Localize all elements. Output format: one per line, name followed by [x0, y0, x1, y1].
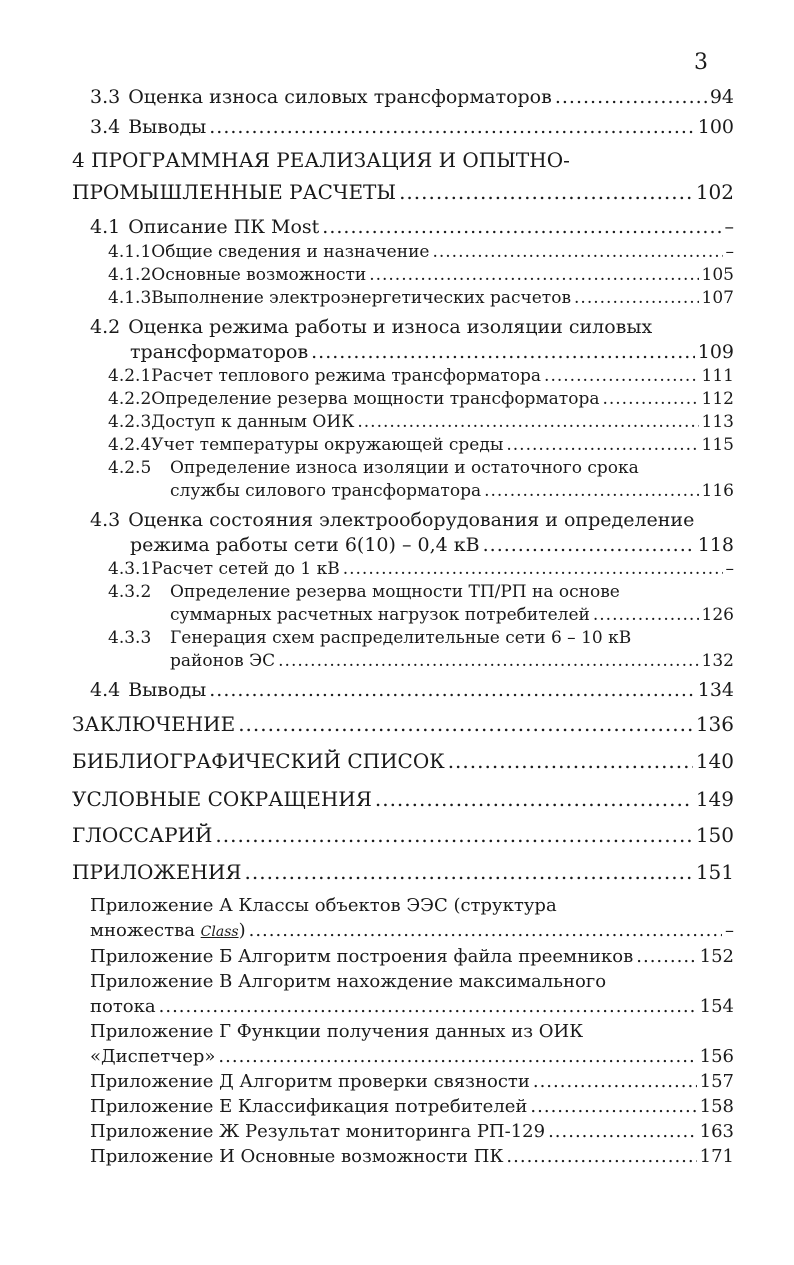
toc-entry-4-2-1 [108, 366, 734, 386]
toc-number: 4.2.1 [108, 366, 152, 386]
toc-entry-appendix-d [90, 1071, 734, 1092]
toc-number: 4.1.3 [108, 288, 152, 308]
toc-leader [432, 242, 722, 262]
toc-page: 105 [701, 265, 734, 285]
toc-number: 4.2.3 [108, 412, 152, 432]
toc-title: трансформаторов [130, 341, 309, 363]
toc-number: 4.2.2 [108, 389, 152, 409]
toc-leader [602, 389, 698, 409]
toc-entry-4-3-line1 [90, 509, 694, 531]
toc-title: Определение износа изоляции и остаточного срока [170, 458, 639, 478]
toc-leader [343, 559, 723, 579]
toc-entry-appendix-e [90, 1096, 734, 1117]
toc-entry-4-2-2 [108, 389, 734, 409]
toc-title: Описание ПК Most [128, 216, 320, 238]
toc-number: 4.1.2 [108, 265, 152, 285]
toc-page: 150 [695, 823, 734, 847]
toc-entry-3-3 [90, 86, 734, 108]
toc-leader [483, 534, 695, 556]
toc-leader [249, 920, 722, 941]
toc-entry-appendix-g [90, 1046, 734, 1067]
toc-leader [484, 481, 698, 501]
toc-leader [399, 180, 693, 204]
toc-leader [245, 860, 693, 884]
toc-entry-4-3 [130, 534, 734, 556]
toc-entry-4-2-4 [108, 435, 734, 455]
toc-entry-4-4 [90, 679, 734, 701]
toc-appendix-g-line1: Приложение Г Функции получения данных из ОИК [90, 1021, 584, 1042]
toc-title: ПРИЛОЖЕНИЯ [72, 860, 242, 884]
toc-entry-4-3-1 [108, 559, 734, 579]
toc-entry-4-3-3 [170, 651, 734, 671]
toc-leader [375, 787, 693, 811]
toc-title: БИБЛИОГРАФИЧЕСКИЙ СПИСОК [72, 749, 445, 773]
toc-page: 152 [699, 946, 734, 967]
toc-number: 4.3.1 [108, 559, 152, 579]
toc-entry-conclusion [72, 712, 734, 736]
toc-page: 136 [695, 712, 734, 736]
toc-title: Определение резерва мощности ТП/РП на основе [170, 582, 620, 602]
toc-entry-appendix-a [90, 920, 734, 941]
toc-number: 4.3.3 [108, 628, 152, 648]
toc-leader [593, 605, 699, 625]
toc-leader [357, 412, 698, 432]
toc-number: 4.3.2 [108, 582, 152, 602]
toc-entry-4-1 [90, 216, 734, 238]
toc-number: 4.1 [90, 216, 121, 238]
toc-number: 3.4 [90, 116, 121, 138]
toc-title: Основные возможности [151, 265, 367, 285]
toc-title: режима работы сети 6(10) – 0,4 кВ [130, 534, 480, 556]
toc-title: ПРОМЫШЛЕННЫЕ РАСЧЕТЫ [72, 180, 397, 204]
toc-title: Выполнение электроэнергетических расчетов [151, 288, 572, 308]
toc-page: 163 [699, 1121, 734, 1142]
toc-leader [369, 265, 698, 285]
toc-page: 109 [697, 341, 734, 363]
toc-appendix-a-line1: Приложение А Классы объектов ЭЭС (структура [90, 895, 557, 916]
toc-page: 102 [695, 180, 734, 204]
toc-title: Расчет сетей до 1 кВ [151, 559, 340, 579]
toc-title: Выводы [128, 116, 207, 138]
toc-page: 107 [701, 288, 734, 308]
toc-leader [555, 86, 707, 108]
toc-leader [238, 712, 693, 736]
toc-leader [448, 749, 693, 773]
toc-leader [544, 366, 699, 386]
toc-entry-3-4 [90, 116, 734, 138]
toc-page: 112 [701, 389, 734, 409]
toc-title: Общие сведения и назначение [151, 242, 430, 262]
toc-entry-4-2-3 [108, 412, 734, 432]
toc-page: 126 [701, 605, 734, 625]
toc-page: 158 [699, 1096, 734, 1117]
toc-page: – [725, 242, 734, 262]
toc-title: ЗАКЛЮЧЕНИЕ [72, 712, 236, 736]
toc-number: 4.1.1 [108, 242, 152, 262]
toc-entry-appendix-zh [90, 1121, 734, 1142]
toc-page: 140 [695, 749, 734, 773]
toc-title-text: ) [238, 920, 246, 941]
toc-title: Приложение Е Классификация потребителей [90, 1096, 528, 1117]
toc-entry-4-1-2 [108, 265, 734, 285]
toc-page: 134 [697, 679, 734, 701]
toc-title-text: множества [90, 920, 201, 941]
toc-entry-4-1-1 [108, 242, 734, 262]
toc-title: суммарных расчетных нагрузок потребителей [170, 605, 590, 625]
toc-page: 171 [699, 1146, 734, 1167]
toc-entry-glossary [72, 823, 734, 847]
toc-title: Доступ к данным ОИК [151, 412, 355, 432]
toc-number: 4.4 [90, 679, 121, 701]
toc-leader [218, 1046, 696, 1067]
toc-chapter-4-title-line1: 4 ПРОГРАММНАЯ РЕАЛИЗАЦИЯ И ОПЫТНО- [72, 148, 570, 172]
toc-title: Оценка износа силовых трансформаторов [128, 86, 552, 108]
toc-entry-appendix-v [90, 996, 734, 1017]
toc-entry-abbreviations [72, 787, 734, 811]
toc-title: Оценка состояния электрооборудования и определение [128, 509, 695, 531]
toc-page: 116 [701, 481, 734, 501]
toc-title: Приложение Б Алгоритм построения файла преемников [90, 946, 634, 967]
toc-title: службы силового трансформатора [170, 481, 482, 501]
toc-page: – [725, 920, 734, 941]
toc-page: 151 [695, 860, 734, 884]
toc-page: 94 [709, 86, 734, 108]
toc-entry-4-3-2 [170, 605, 734, 625]
toc-title: Определение резерва мощности трансформатора [151, 389, 600, 409]
toc-leader [574, 288, 699, 308]
toc-title: Приложение Ж Результат мониторинга РП-129 [90, 1121, 546, 1142]
toc-title [90, 920, 246, 941]
toc-title: ГЛОССАРИЙ [72, 823, 213, 847]
toc-title: районов ЭС [170, 651, 276, 671]
class-word: Class [200, 924, 239, 940]
toc-title: потока [90, 996, 156, 1017]
toc-leader [322, 216, 721, 238]
toc-leader [533, 1071, 697, 1092]
toc-leader [506, 435, 698, 455]
toc-page: – [725, 559, 734, 579]
toc-page: 132 [701, 651, 734, 671]
toc-leader [311, 341, 695, 363]
toc-title: Оценка режима работы и износа изоляции силовых [128, 316, 653, 338]
toc-title: УСЛОВНЫЕ СОКРАЩЕНИЯ [72, 787, 372, 811]
toc-title: Приложение И Основные возможности ПК [90, 1146, 504, 1167]
page-number: 3 [694, 50, 708, 75]
toc-entry-chapter-4 [72, 180, 734, 204]
toc-entry-4-3-2-line1 [108, 582, 620, 602]
toc-entry-appendices [72, 860, 734, 884]
toc-leader [636, 946, 696, 967]
toc-leader [209, 679, 694, 701]
toc-number: 3.3 [90, 86, 121, 108]
toc-entry-4-2-5 [170, 481, 734, 501]
toc-title: Выводы [128, 679, 207, 701]
toc-leader [548, 1121, 697, 1142]
toc-entry-4-2-5-line1 [108, 458, 639, 478]
toc-entry-4-2-line1 [90, 316, 652, 338]
toc-appendix-v-line1: Приложение В Алгоритм нахождение максимального [90, 971, 607, 992]
toc-entry-4-2 [130, 341, 734, 363]
toc-leader [506, 1146, 696, 1167]
toc-title: «Диспетчер» [90, 1046, 216, 1067]
toc-title: Учет температуры окружающей среды [151, 435, 504, 455]
toc-leader [278, 651, 698, 671]
toc-number: 4.2.5 [108, 458, 152, 478]
toc-entry-4-3-3-line1 [108, 628, 631, 648]
toc-entry-appendix-i [90, 1146, 734, 1167]
toc-title: Приложение Д Алгоритм проверки связности [90, 1071, 530, 1092]
toc-number: 4.2 [90, 316, 121, 338]
toc-entry-bibliography [72, 749, 734, 773]
toc-entry-appendix-b [90, 946, 734, 967]
toc-page: 156 [699, 1046, 734, 1067]
toc-leader [530, 1096, 696, 1117]
toc-leader [159, 996, 697, 1017]
toc-number: 4.2.4 [108, 435, 152, 455]
toc-page: 115 [701, 435, 734, 455]
toc-title: Генерация схем распределительные сети 6 – 10 кВ [170, 628, 632, 648]
toc-page: 149 [695, 787, 734, 811]
toc-title: Расчет теплового режима трансформатора [151, 366, 542, 386]
toc-page: 113 [701, 412, 734, 432]
toc-number: 4.3 [90, 509, 121, 531]
toc-page: 111 [701, 366, 734, 386]
toc-page: 118 [697, 534, 734, 556]
toc-entry-4-1-3 [108, 288, 734, 308]
toc-page: – [724, 216, 734, 238]
toc-page: 154 [699, 996, 734, 1017]
toc-page: 100 [697, 116, 734, 138]
toc-leader [209, 116, 694, 138]
toc-leader [215, 823, 692, 847]
toc-page: 157 [699, 1071, 734, 1092]
